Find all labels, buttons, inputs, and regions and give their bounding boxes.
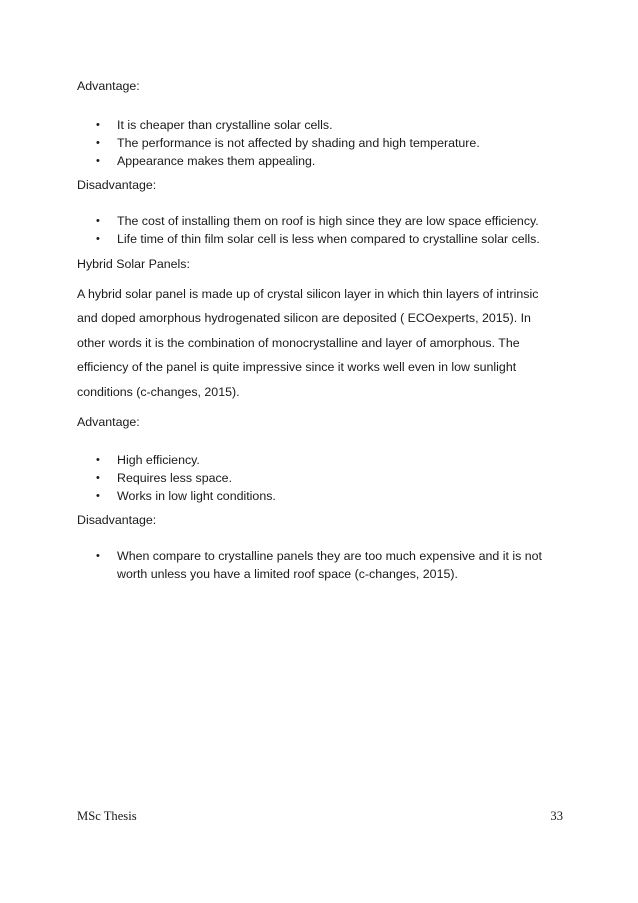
list-item: • Life time of thin film solar cell is less when compared to crystalline solar cells. — [96, 232, 540, 246]
bullet-icon: • — [96, 454, 100, 467]
hybrid-description-paragraph — [77, 282, 563, 404]
page-content — [77, 78, 563, 583]
disadvantage-list-1 — [77, 212, 563, 248]
list-item: • It is cheaper than crystalline solar cells. — [96, 118, 333, 132]
advantage-heading-2: Advantage: — [77, 415, 140, 430]
advantage-heading-1: Advantage: — [77, 79, 140, 93]
paragraph-line: other words it is the combination of monocrystalline and layer of amorphous. The — [77, 335, 520, 350]
bullet-icon: • — [96, 155, 100, 167]
list-item: • The performance is not affected by shading and high temperature. — [96, 136, 480, 150]
hybrid-solar-panels-heading: Hybrid Solar Panels: — [77, 257, 190, 271]
list-item: • The cost of installing them on roof is high since they are low space efficiency. — [96, 214, 539, 228]
list-item: • Requires less space. — [96, 471, 233, 486]
bullet-icon: • — [96, 233, 100, 245]
bullet-icon: • — [96, 137, 100, 149]
bullet-icon: • — [96, 550, 100, 563]
bullet-icon: • — [96, 490, 100, 503]
list-item: • When compare to crystalline panels they are too much expensive and it is not worth unless you have a limited roof space (c-changes, 2015). — [96, 549, 542, 582]
bullet-icon: • — [96, 119, 100, 131]
paragraph-line: conditions (c-changes, 2015). — [77, 384, 240, 399]
list-item: • Appearance makes them appealing. — [96, 154, 316, 168]
paragraph-line: efficiency of the panel is quite impressive since it works well even in low sunlight — [77, 360, 517, 375]
footer-title: MSc Thesis — [77, 809, 137, 823]
disadvantage-heading-1: Disadvantage: — [77, 178, 157, 192]
disadvantage-list-2 — [77, 547, 563, 583]
page-number: 33 — [550, 809, 563, 823]
list-item: • High efficiency. — [96, 453, 200, 468]
advantage-list-1 — [77, 116, 563, 170]
advantage-list-2 — [77, 451, 563, 505]
disadvantage-heading-2: Disadvantage: — [77, 513, 157, 528]
bullet-icon: • — [96, 472, 100, 485]
list-item: • Works in low light conditions. — [96, 489, 276, 504]
paragraph-line: A hybrid solar panel is made up of crystal silicon layer in which thin layers of intrinsic — [77, 287, 539, 301]
paragraph-line: and doped amorphous hydrogenated silicon are deposited ( ECOexperts, 2015). In — [77, 311, 531, 326]
bullet-icon: • — [96, 215, 100, 227]
